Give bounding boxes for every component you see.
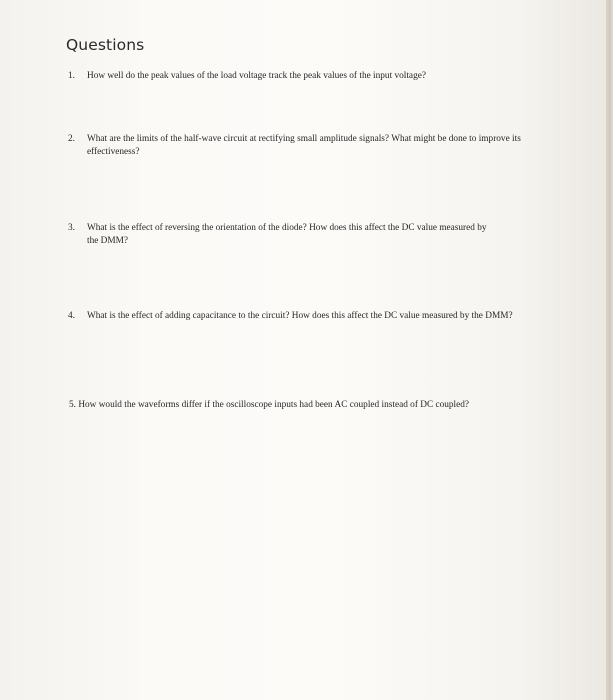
question-5 <box>69 399 509 412</box>
question-number: 3. <box>68 223 75 233</box>
question-text: What is the effect of adding capacitance to the circuit? How does this affect the DC value measured by the DMM? <box>87 311 513 321</box>
question-text <box>69 399 509 412</box>
question-text: What are the limits of the half-wave circuit at rectifying small amplitude signals? What might be done to improve its effectiveness? <box>87 134 521 157</box>
question-text: How well do the peak values of the load voltage track the peak values of the input voltage? <box>87 71 426 81</box>
question-number: 1. <box>68 71 75 81</box>
question-1 <box>68 70 528 83</box>
question-text: What is the effect of reversing the orientation of the diode? How does this affect the DC value measured by the DMM? <box>87 223 487 246</box>
page-edge <box>606 0 613 700</box>
question-number: 2. <box>68 134 75 144</box>
question-3 <box>68 222 500 247</box>
question-4 <box>68 310 524 323</box>
question-number: 5. <box>69 400 76 410</box>
question-body: How would the waveforms differ if the oscilloscope inputs had been AC coupled instead of DC coupled? <box>78 400 470 410</box>
question-number: 4. <box>68 311 75 321</box>
question-2 <box>68 133 536 158</box>
page-heading: Questions <box>66 36 145 54</box>
